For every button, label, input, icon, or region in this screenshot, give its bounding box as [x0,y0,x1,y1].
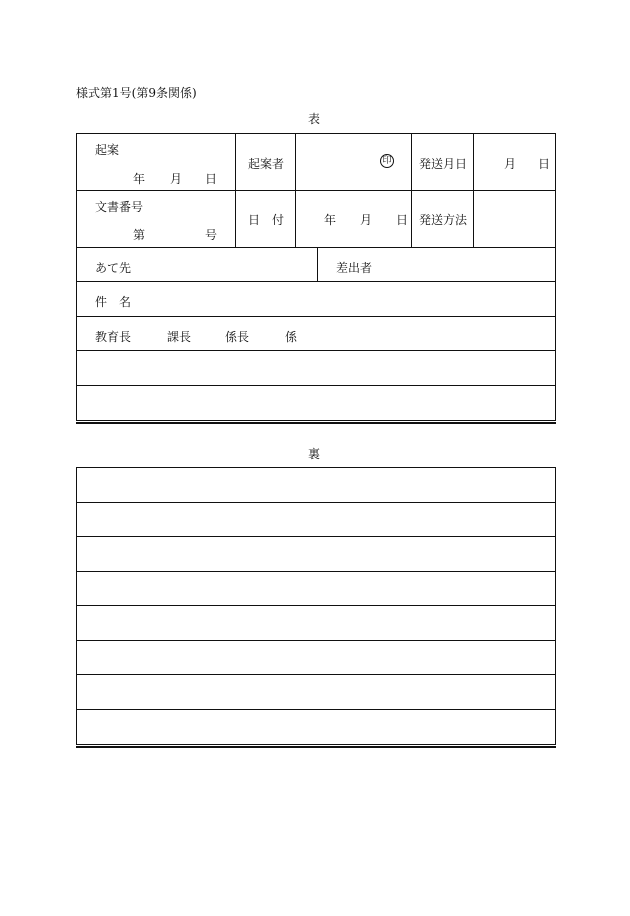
date-label: 日 付 [248,213,285,227]
back-row [76,709,556,744]
back-row [76,571,556,605]
drafted-month: 月 [170,172,183,186]
row-addressee [76,247,556,281]
cell-send-method-label [411,191,473,247]
front-bottom-border [76,420,556,421]
back-row [76,674,556,709]
seal-text: 印 [382,156,392,166]
drafted-year: 年 [133,172,146,186]
cell-sender [317,248,556,281]
approver-section-chief: 課長 [167,330,192,344]
sent-day: 日 [538,157,551,171]
front-form [76,133,556,420]
back-form [76,467,556,744]
row-doc-number [76,190,556,247]
subject-label: 件 名 [95,295,132,309]
drafted-label: 起案 [95,143,120,157]
cell-send-method-value [473,191,556,247]
date-year: 年 [324,213,337,227]
row-subject [76,281,556,316]
approver-superintendent: 教育長 [95,330,132,344]
cell-drafted [77,134,235,190]
date-month: 月 [360,213,373,227]
cell-sent-date-label [411,134,473,190]
approver-staff: 係 [285,330,298,344]
cell-date-label [235,191,295,247]
back-row [76,640,556,674]
date-day: 日 [396,213,409,227]
sent-date-label: 発送月日 [419,157,468,171]
form-number: 様式第1号(第9条関係) [76,86,197,100]
cell-date-value [295,191,411,247]
back-bottom-border [76,744,556,745]
cell-drafter-label [235,134,295,190]
doc-number-suffix: 号 [205,228,218,242]
drafted-day: 日 [205,172,218,186]
row-approvers [76,316,556,350]
front-label: 表 [308,112,321,126]
row-draft [76,133,556,190]
addressee-label: あて先 [95,261,132,275]
back-row [76,605,556,640]
doc-number-prefix: 第 [133,228,146,242]
back-row [76,467,556,502]
doc-number-label: 文書番号 [95,200,144,214]
approver-subsection-chief: 係長 [225,330,250,344]
cell-sent-date-value [473,134,556,190]
sender-label: 差出者 [336,261,373,275]
row-blank-2 [76,385,556,420]
cell-doc-number [77,191,235,247]
sent-month: 月 [504,157,517,171]
send-method-label: 発送方法 [419,213,468,227]
back-row [76,502,556,536]
seal-icon [380,154,394,168]
back-label: 裏 [308,447,321,461]
cell-addressee [77,248,317,281]
drafter-label: 起案者 [248,157,285,171]
row-blank-1 [76,350,556,385]
cell-drafter-value [295,134,411,190]
back-row [76,536,556,571]
